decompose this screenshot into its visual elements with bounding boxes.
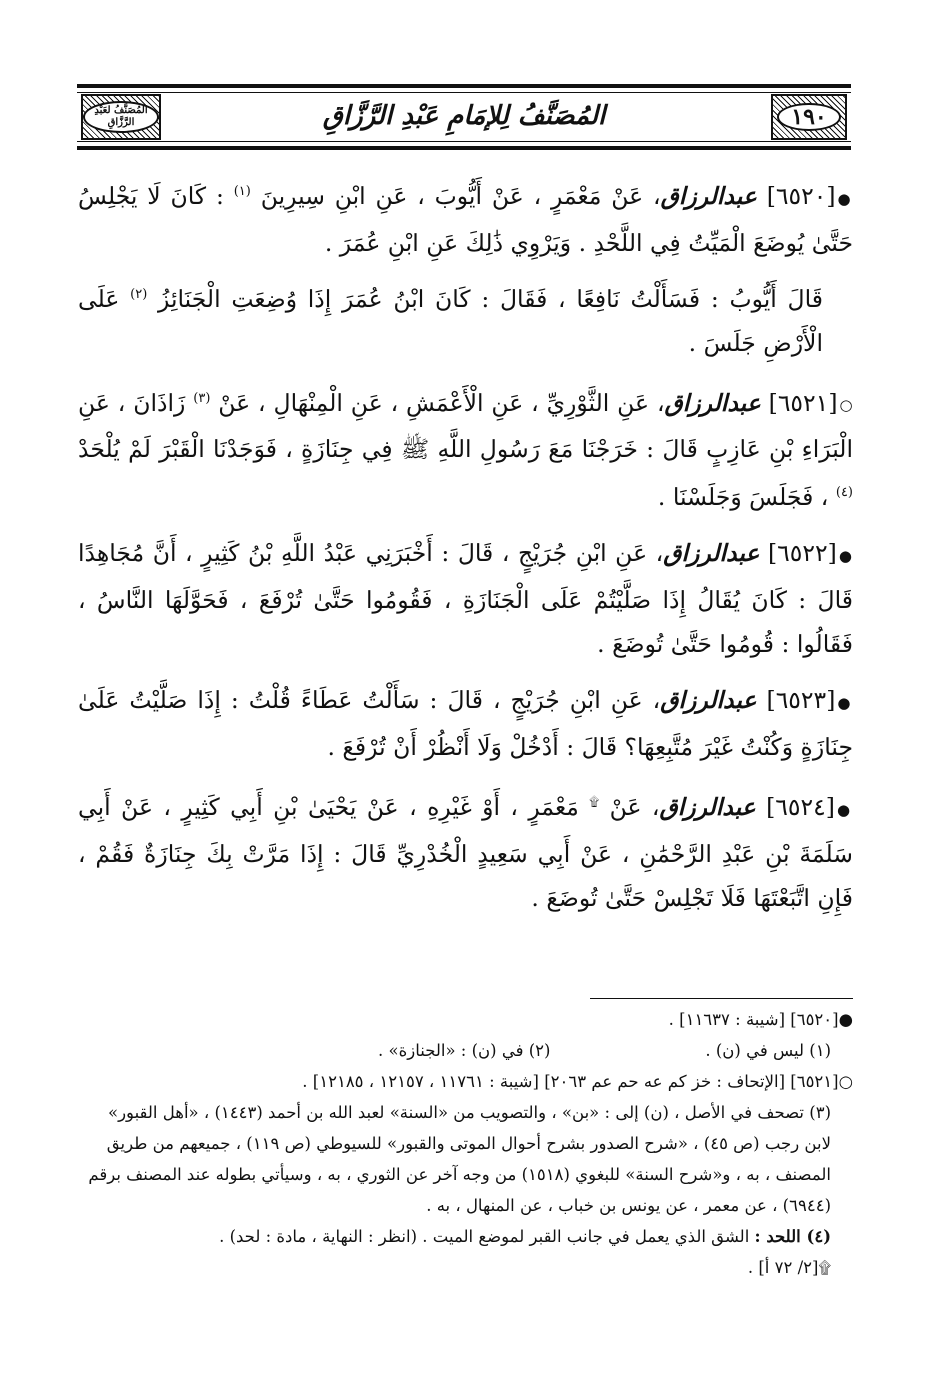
- hadith-6520: [78, 170, 853, 365]
- running-title: المُصَنَّفُ لِلإمَامِ عَبْدِ الرَّزَّاقِ: [322, 101, 606, 131]
- hadith-source: عبدالرزاق: [659, 793, 756, 822]
- main-text: [78, 170, 853, 932]
- book-emblem-text: المُصَنَّفُ لعَبْدِ الرَّزَّاقِ: [83, 101, 159, 133]
- hadith-6521: [78, 377, 853, 520]
- hadith-number: [٦٥٢٠]: [766, 181, 836, 210]
- hadith-6522: [78, 531, 853, 666]
- hadith-source: عبدالرزاق: [663, 539, 760, 568]
- footnote-separator: [590, 998, 853, 999]
- hadith-6523: [78, 678, 853, 769]
- hadith-marker: ●: [838, 547, 853, 566]
- book-emblem: [81, 94, 161, 140]
- footnote-ref[interactable]: (٢): [130, 286, 148, 302]
- hadith-text: ، عَنْ: [609, 793, 660, 822]
- hadith-text: : كَانَ لَا يَجْلِسُ حَتَّىٰ يُوضَعَ الْمَيِّتُ فِي اللَّحْدِ . وَيَرْوِي ذَٰلِكَ عَنِ ابْنِ عُمَرَ .: [78, 181, 853, 257]
- hadith-text: زَاذَانَ ، عَنِ الْبَرَاءِ بْنِ عَازِبٍ قَالَ : خَرَجْنَا مَعَ رَسُولِ اللَّهِ ﷺ فِي جِنَازَةٍ ، فَوَجَدْنَا الْقَبْرَ لَمْ يُلْحَدْ: [78, 388, 853, 464]
- footnote-ref[interactable]: (١): [233, 184, 251, 199]
- hadith-6524: [78, 781, 853, 920]
- hadith-source: عبدالرزاق: [660, 686, 757, 715]
- footnote-1: (١) ليس في (ن) .: [705, 1041, 831, 1060]
- hadith-marker: ○: [839, 396, 853, 415]
- header-rule-top: [77, 92, 851, 93]
- footnote-4: الشق الذي يعمل في جانب القبر لموضع الميت . (انظر : النهاية ، مادة : لحد) .: [219, 1227, 750, 1246]
- hadith-text: عَلَى الْأَرْضِ جَلَسَ .: [78, 284, 823, 357]
- hadith-marker: ●: [837, 189, 853, 208]
- page-number: ١٩٠: [777, 103, 840, 131]
- footnote-ref[interactable]: (٤): [835, 485, 853, 501]
- footnote-3: (٣) تصحف في الأصل ، (ن) إلى : «بن» ، والتصويب من «السنة» لعبد الله بن أحمد (١٤٤٣) ، «أهل القبور» لابن رجب (ص ٤٥) ، «شرح الصدور بشرح أحوال الموتى والقبور» للسيوطي (ص ١١٩) ، جميعهم من طريق المصنف ، به ، و«شرح السنة» للبغوي (١٥١٨) من وجه آخر عن الثوري ، به ، وسيأتي بطوله عند المصنف برقم (٦٩٤٤) ، عن معمر ، عن يونس بن خباب ، عن المنهال ، به .: [88, 1103, 831, 1215]
- hadith-number: [٦٥٢٣]: [766, 686, 836, 715]
- footnote-manuscript: ۩[٢/ ٧٢ أ] .: [747, 1258, 831, 1277]
- footnote-6520: ●[٦٥٢٠] [شيبة : ١١٦٣٧] .: [668, 1010, 853, 1029]
- hadith-marker: ●: [836, 801, 853, 820]
- hadith-text: قَالَ أَيُّوبُ : فَسَأَلْتُ نَافِعًا ، فَقَالَ : كَانَ ابْنُ عُمَرَ إِذَا وُضِعَتِ الْجَنَائِزُ: [158, 284, 823, 313]
- hadith-number: [٦٥٢١]: [768, 388, 838, 417]
- page-header: [77, 84, 851, 150]
- hadith-text: ، عَنِ ابْنِ جُرَيْجٍ ، قَالَ : أَخْبَرَنِي عَبْدُ اللَّهِ بْنُ كَثِيرٍ ، أَنَّ مُجَاهِدًا قَالَ : كَانَ يُقَالُ إِذَا صَلَّيْتُمْ عَلَى الْجَنَازَةِ ، فَقُومُوا حَتَّىٰ تُرْفَعَ ، فَحَوَّلَهَا النَّاسُ ، فَقَالُوا : قُومُوا حَتَّىٰ تُوضَعَ .: [78, 539, 853, 659]
- footnote-6521: ○[٦٥٢١] [الإتحاف : خز كم عه حم عم ٢٠٦٣] [شيبة : ١١٧٦١ ، ١٢١٥٧ ، ١٢١٨٥] .: [302, 1072, 853, 1091]
- footnote-4-label: (٤) اللحد :: [754, 1227, 831, 1246]
- hadith-text: ، عَنِ ابْنِ جُرَيْجٍ ، قَالَ : سَأَلْتُ عَطَاءً قُلْتُ : إِذَا صَلَّيْتُ عَلَىٰ جِنَازَةٍ وَكُنْتُ غَيْرَ مُتَّبِعِهَا؟ قَالَ : أَدْخُلْ وَلَا أَنْظُرْ أَنْ تُرْفَعَ .: [78, 686, 853, 762]
- hadith-text: ، عَنْ مَعْمَرٍ ، عَنْ أَيُّوبَ ، عَنِ ابْنِ سِيرِينَ: [260, 181, 661, 210]
- hadith-text: ، فَجَلَسَ وَجَلَسْنَا .: [657, 483, 829, 512]
- footnote-ref[interactable]: (٣): [193, 390, 211, 406]
- hadith-number: [٦٥٢٢]: [768, 539, 837, 568]
- footnote-2: (٢) في (ن) : «الجنازة» .: [378, 1041, 551, 1060]
- header-rule-bottom: [77, 141, 851, 142]
- hadith-marker: ●: [837, 694, 853, 713]
- hadith-number: [٦٥٢٤]: [766, 793, 835, 822]
- hadith-source: عبدالرزاق: [660, 181, 757, 210]
- manuscript-mark-icon: ۩: [589, 795, 600, 811]
- footnote-row-1-2: [78, 1035, 853, 1066]
- hadith-text: مَعْمَرٍ ، أَوْ غَيْرِهِ ، عَنْ يَحْيَىٰ بْنِ أَبِي كَثِيرٍ ، عَنْ أَبِي سَلَمَةَ بْنِ عَبْدِ الرَّحْمَٰنِ ، عَنْ أَبِي سَعِيدٍ الْخُدْرِيِّ قَالَ : إِذَا مَرَّتْ بِكَ جِنَازَةٌ فَقُمْ ، فَإِنِ اتَّبَعْتَهَا فَلَا تَجْلِسْ حَتَّىٰ تُوضَعَ .: [78, 793, 853, 913]
- page-number-ornament: [771, 94, 847, 140]
- hadith-text: ، عَنِ الثَّوْرِيِّ ، عَنِ الْأَعْمَشِ ، عَنِ الْمِنْهَالِ ، عَنْ: [218, 388, 665, 417]
- footnotes: [78, 1004, 853, 1283]
- hadith-source: عبدالرزاق: [664, 388, 761, 417]
